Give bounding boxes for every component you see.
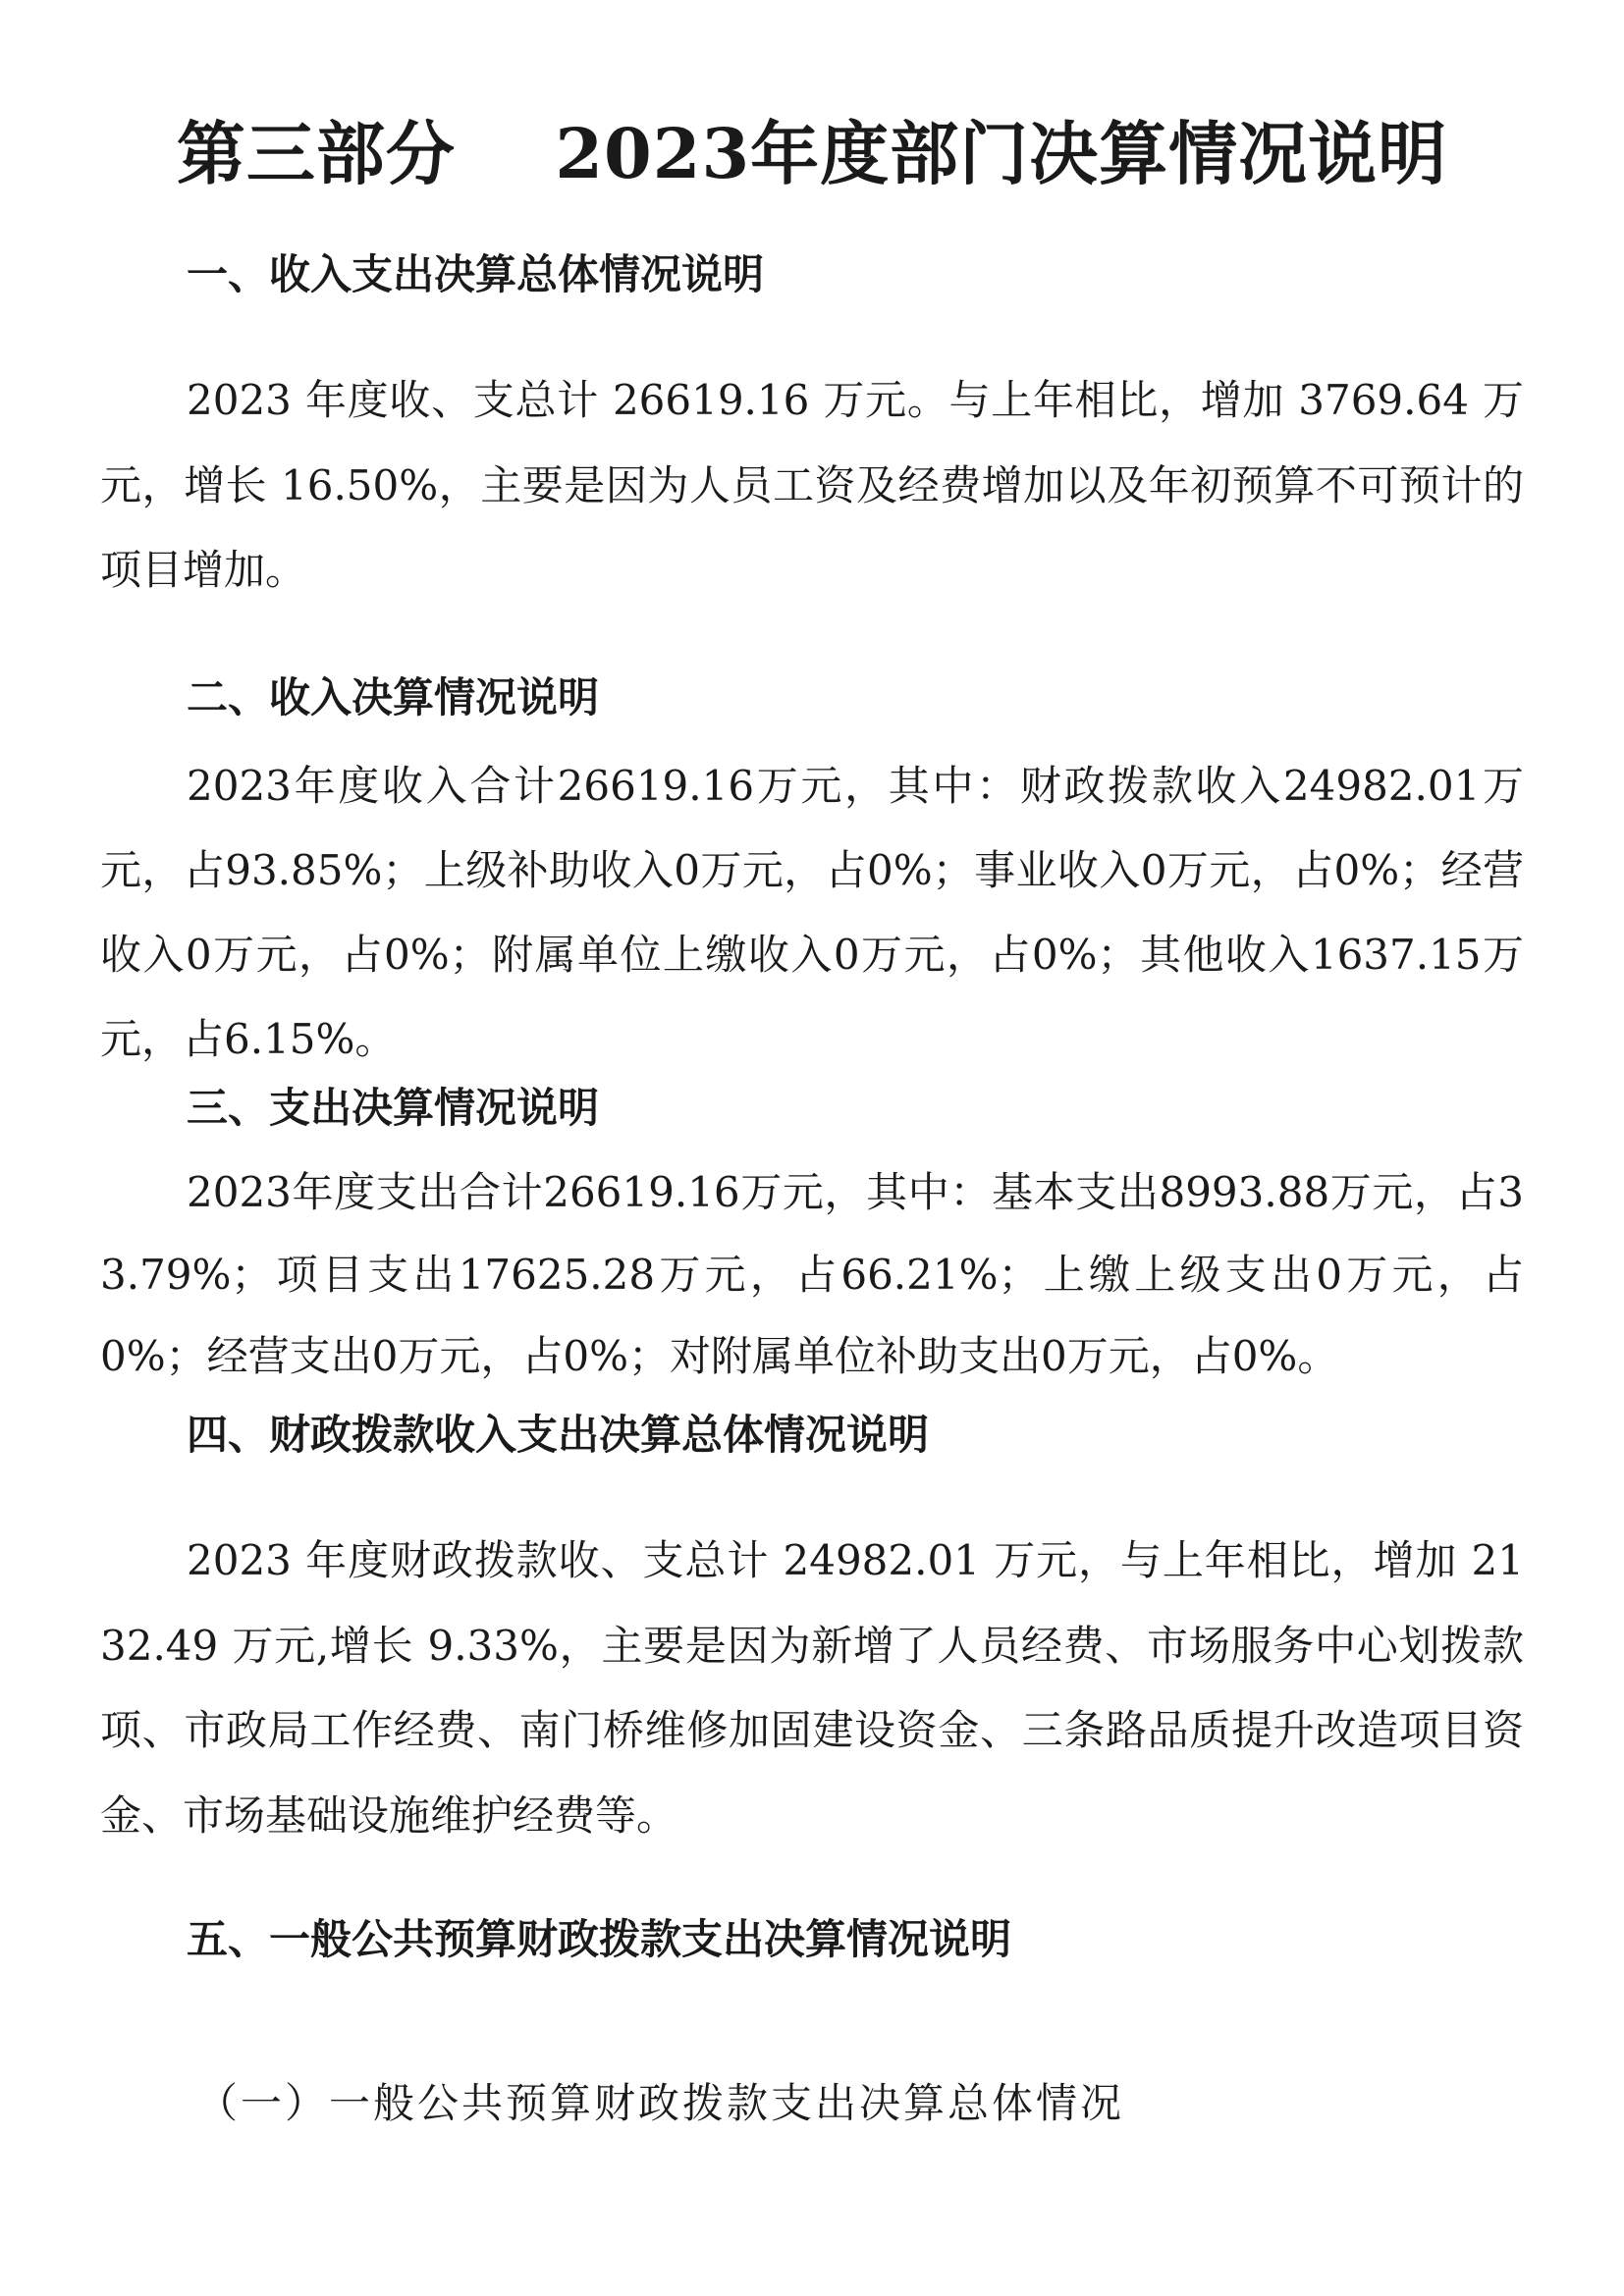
page-title: 第三部分 2023年度部门决算情况说明 bbox=[176, 113, 1448, 194]
section-paragraph-3: 2023年度支出合计26619.16万元，其中：基本支出8993.88万元，占33.79%；项目支出17625.28万元，占66.21%；上缴上级支出0万元，占0%；经营支出0万元，占0%；对附属单位补助支出0万元，占0%。 bbox=[100, 1168, 1524, 1380]
section-heading-1: 一、收入支出决算总体情况说明 bbox=[187, 250, 765, 298]
section-heading-5: 五、一般公共预算财政拨款支出决算情况说明 bbox=[187, 1915, 1012, 1963]
section-heading-2: 二、收入决算情况说明 bbox=[187, 673, 600, 721]
subsection-heading-5-1: （一）一般公共预算财政拨款支出决算总体情况 bbox=[196, 2079, 1125, 2127]
section-paragraph-2: 2023年度收入合计26619.16万元，其中：财政拨款收入24982.01万元，占93.85%；上级补助收入0万元，占0%；事业收入0万元，占0%；经营收入0万元，占0%；附属单位上缴收入0万元，占0%；其他收入1637.15万元，占6.15%。 bbox=[100, 762, 1524, 1063]
section-heading-4: 四、财政拨款收入支出决算总体情况说明 bbox=[187, 1411, 930, 1459]
section-paragraph-4: 2023 年度财政拨款收、支总计 24982.01 万元，与上年相比，增加 2132.49 万元,增长 9.33%，主要是因为新增了人员经费、市场服务中心划拨款项、市政局工作经费、南门桥维修加固建设资金、三条路品质提升改造项目资金、市场基础设施维护经费等。 bbox=[100, 1536, 1524, 1840]
section-heading-3: 三、支出决算情况说明 bbox=[187, 1084, 600, 1132]
section-paragraph-1: 2023 年度收、支总计 26619.16 万元。与上年相比，增加 3769.64 万元，增长 16.50%，主要是因为人员工资及经费增加以及年初预算不可预计的项目增加。 bbox=[100, 376, 1524, 594]
